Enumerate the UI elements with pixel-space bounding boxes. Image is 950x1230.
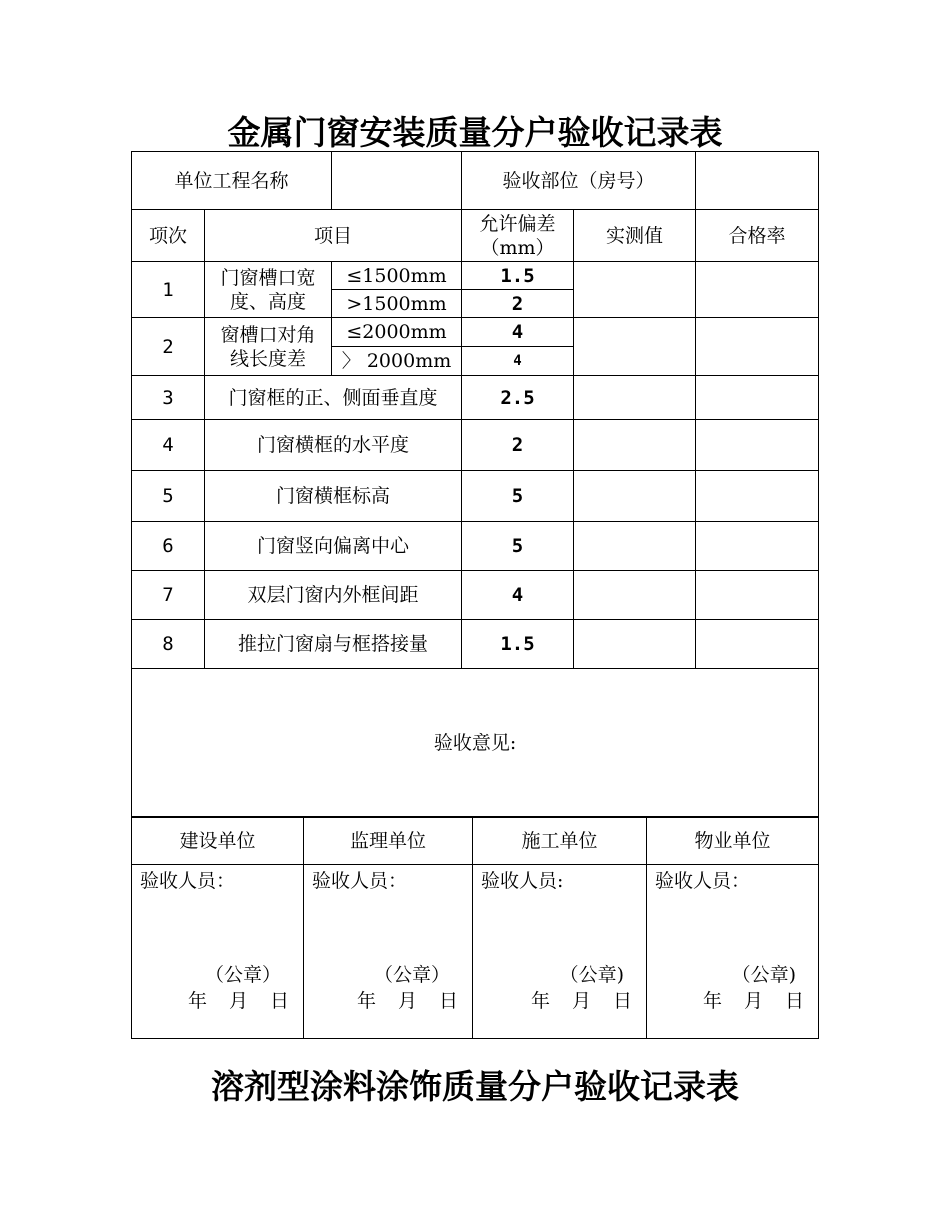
row-pass-rate-cell[interactable] xyxy=(696,262,819,318)
row-pass-rate-cell[interactable] xyxy=(696,471,819,522)
day-label: 日 xyxy=(784,990,804,1012)
row-index: 6 xyxy=(132,522,205,571)
row-item-line1: 窗槽口对角 xyxy=(220,323,316,346)
row-measured-cell[interactable] xyxy=(574,318,696,376)
row-measured-cell[interactable] xyxy=(574,522,696,571)
row-measured-cell[interactable] xyxy=(574,571,696,620)
party-sign-cell[interactable] xyxy=(132,865,304,1039)
row-tolerance: 2 xyxy=(462,290,574,318)
day-label: 日 xyxy=(438,990,458,1012)
next-form-title: 溶剂型涂料涂饰质量分户验收记录表 xyxy=(211,1067,739,1106)
row-condition: ≤2000mm xyxy=(332,318,462,347)
table-row xyxy=(132,522,819,571)
row-item-line2: 度、高度 xyxy=(230,290,307,313)
inspector-label: 验收人员： xyxy=(655,870,751,892)
party-name-row xyxy=(132,817,819,865)
row-item: 门窗横框标高 xyxy=(205,471,462,522)
row-measured-cell[interactable] xyxy=(574,420,696,471)
page-title: 金属门窗安装质量分户验收记录表 xyxy=(227,113,723,152)
seal-label: （公章） xyxy=(204,964,281,986)
col-item: 项目 xyxy=(205,210,462,262)
row-item xyxy=(205,318,332,376)
header-row xyxy=(132,152,819,210)
row-item: 门窗竖向偏离中心 xyxy=(205,522,462,571)
row-tolerance: 5 xyxy=(462,471,574,522)
row-index: 3 xyxy=(132,376,205,420)
party-name: 监理单位 xyxy=(304,817,473,865)
year-label: 年 xyxy=(187,990,207,1012)
row-index: 4 xyxy=(132,420,205,471)
seal-label: （公章) xyxy=(731,964,796,986)
project-name-value[interactable] xyxy=(332,152,462,210)
col-tolerance-line2: （mm） xyxy=(480,236,555,259)
row-condition: ≤1500mm xyxy=(332,262,462,290)
table-row xyxy=(132,420,819,471)
day-label: 日 xyxy=(612,990,632,1012)
table-row xyxy=(132,376,819,420)
row-item: 推拉门窗扇与框搭接量 xyxy=(205,620,462,669)
project-name-label: 单位工程名称 xyxy=(132,152,332,210)
party-sign-cell[interactable] xyxy=(647,865,819,1039)
table-row xyxy=(132,318,819,347)
date-line xyxy=(531,989,632,1013)
inspector-label: 验收人员： xyxy=(312,870,408,892)
row-item: 双层门窗内外框间距 xyxy=(205,571,462,620)
signature-table xyxy=(131,816,819,1039)
row-item xyxy=(205,262,332,318)
party-name: 建设单位 xyxy=(132,817,304,865)
month-label: 月 xyxy=(397,990,417,1012)
row-item-line1: 门窗槽口宽 xyxy=(220,266,316,289)
month-label: 月 xyxy=(743,990,763,1012)
row-pass-rate-cell[interactable] xyxy=(696,420,819,471)
row-tolerance: 4 xyxy=(462,571,574,620)
row-measured-cell[interactable] xyxy=(574,376,696,420)
day-label: 日 xyxy=(269,990,289,1012)
col-index: 项次 xyxy=(132,210,205,262)
row-index: 5 xyxy=(132,471,205,522)
opinion-label: 验收意见: xyxy=(433,732,517,754)
row-measured-cell[interactable] xyxy=(574,262,696,318)
party-name: 施工单位 xyxy=(473,817,647,865)
row-tolerance: 1.5 xyxy=(462,620,574,669)
row-pass-rate-cell[interactable] xyxy=(696,522,819,571)
col-pass-rate: 合格率 xyxy=(696,210,819,262)
year-label: 年 xyxy=(702,990,722,1012)
col-tolerance-line1: 允许偏差 xyxy=(479,212,556,235)
opinion-cell[interactable] xyxy=(132,669,819,818)
column-header-row xyxy=(132,210,819,262)
month-label: 月 xyxy=(228,990,248,1012)
party-sign-cell[interactable] xyxy=(304,865,473,1039)
col-tolerance xyxy=(462,210,574,262)
row-index: 8 xyxy=(132,620,205,669)
table-row xyxy=(132,571,819,620)
table-row xyxy=(132,620,819,669)
row-index: 1 xyxy=(132,262,205,318)
inspection-table xyxy=(131,151,819,818)
year-label: 年 xyxy=(530,990,550,1012)
row-index: 2 xyxy=(132,318,205,376)
row-item: 门窗框的正、侧面垂直度 xyxy=(205,376,462,420)
row-pass-rate-cell[interactable] xyxy=(696,571,819,620)
seal-label: （公章） xyxy=(373,964,450,986)
party-sign-row xyxy=(132,865,819,1039)
row-tolerance: 4 xyxy=(462,347,574,376)
row-condition: 〉 2000mm xyxy=(332,347,462,376)
row-tolerance: 2.5 xyxy=(462,376,574,420)
location-label: 验收部位（房号） xyxy=(462,152,696,210)
month-label: 月 xyxy=(571,990,591,1012)
row-item: 门窗横框的水平度 xyxy=(205,420,462,471)
date-line xyxy=(703,989,804,1013)
row-measured-cell[interactable] xyxy=(574,471,696,522)
opinion-row xyxy=(132,669,819,818)
row-tolerance: 1.5 xyxy=(462,262,574,290)
row-measured-cell[interactable] xyxy=(574,620,696,669)
date-line xyxy=(188,989,289,1013)
col-measured: 实测值 xyxy=(574,210,696,262)
date-line xyxy=(357,989,458,1013)
table-row xyxy=(132,471,819,522)
row-tolerance: 4 xyxy=(462,318,574,347)
row-index: 7 xyxy=(132,571,205,620)
row-condition: >1500mm xyxy=(332,290,462,318)
row-pass-rate-cell[interactable] xyxy=(696,620,819,669)
row-pass-rate-cell[interactable] xyxy=(696,318,819,376)
inspector-label: 验收人员: xyxy=(481,870,564,892)
party-name: 物业单位 xyxy=(647,817,819,865)
row-item-line2: 线长度差 xyxy=(230,347,307,370)
row-tolerance: 2 xyxy=(462,420,574,471)
row-pass-rate-cell[interactable] xyxy=(696,376,819,420)
inspector-label: 验收人员： xyxy=(140,870,236,892)
party-sign-cell[interactable] xyxy=(473,865,647,1039)
seal-label: （公章) xyxy=(559,964,624,986)
year-label: 年 xyxy=(356,990,376,1012)
row-tolerance: 5 xyxy=(462,522,574,571)
table-row xyxy=(132,262,819,290)
location-value[interactable] xyxy=(696,152,819,210)
